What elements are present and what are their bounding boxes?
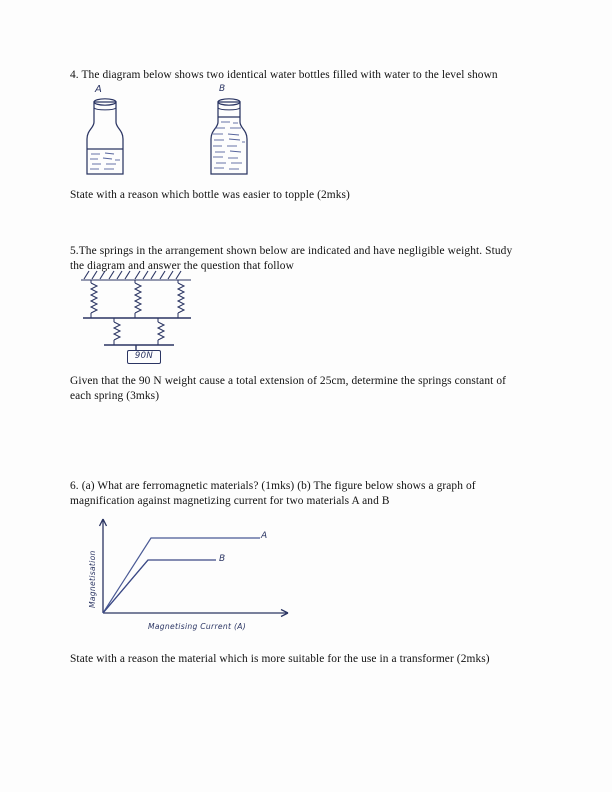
question-5-followup-line1: Given that the 90 N weight cause a total extension of 25cm, determine the springs constant of	[70, 375, 507, 387]
question-4-prompt: 4. The diagram below shows two identical water bottles filled with water to the level shown	[70, 69, 498, 81]
weight-label-box: 90N	[127, 350, 161, 364]
magnetisation-graph	[85, 512, 300, 622]
question-5-prompt-line2: the diagram and answer the question that follow	[70, 260, 294, 272]
bottle-b-label: B	[219, 84, 226, 94]
curve-b-label: B	[219, 554, 226, 564]
curve-a-label: A	[261, 531, 268, 541]
bottle-a-figure	[78, 94, 138, 182]
curve-b-rise-overlay	[103, 560, 148, 613]
top-spring-3	[178, 280, 184, 318]
y-axis-label: Magnetisation	[88, 550, 97, 608]
x-axis-label: Magnetising Current (A)	[148, 622, 246, 631]
question-5-prompt-line1: 5.The springs in the arrangement shown below are indicated and have negligible weight. Study	[70, 245, 513, 257]
question-6-followup: State with a reason the material which is more suitable for the use in a transformer (2mks)	[70, 653, 490, 665]
bottom-spring-1	[114, 318, 120, 345]
question-4-followup: State with a reason which bottle was easier to topple (2mks)	[70, 189, 350, 201]
curve-a	[103, 538, 260, 613]
question-6-prompt-line1: 6. (a) What are ferromagnetic materials? (1mks) (b) The figure below shows a graph of	[70, 480, 476, 492]
bottle-a-label: A	[95, 84, 102, 95]
top-spring-1	[91, 280, 97, 318]
question-5-followup-line2: each spring (3mks)	[70, 390, 160, 402]
y-axis	[100, 519, 107, 613]
question-6-prompt-line2: magnification against magnetizing current for two materials A and B	[70, 495, 390, 507]
x-axis	[103, 610, 288, 617]
top-spring-2	[135, 280, 141, 318]
bottle-b-figure	[202, 94, 262, 182]
bottom-spring-2	[158, 318, 164, 345]
spring-arrangement-figure	[78, 268, 203, 363]
